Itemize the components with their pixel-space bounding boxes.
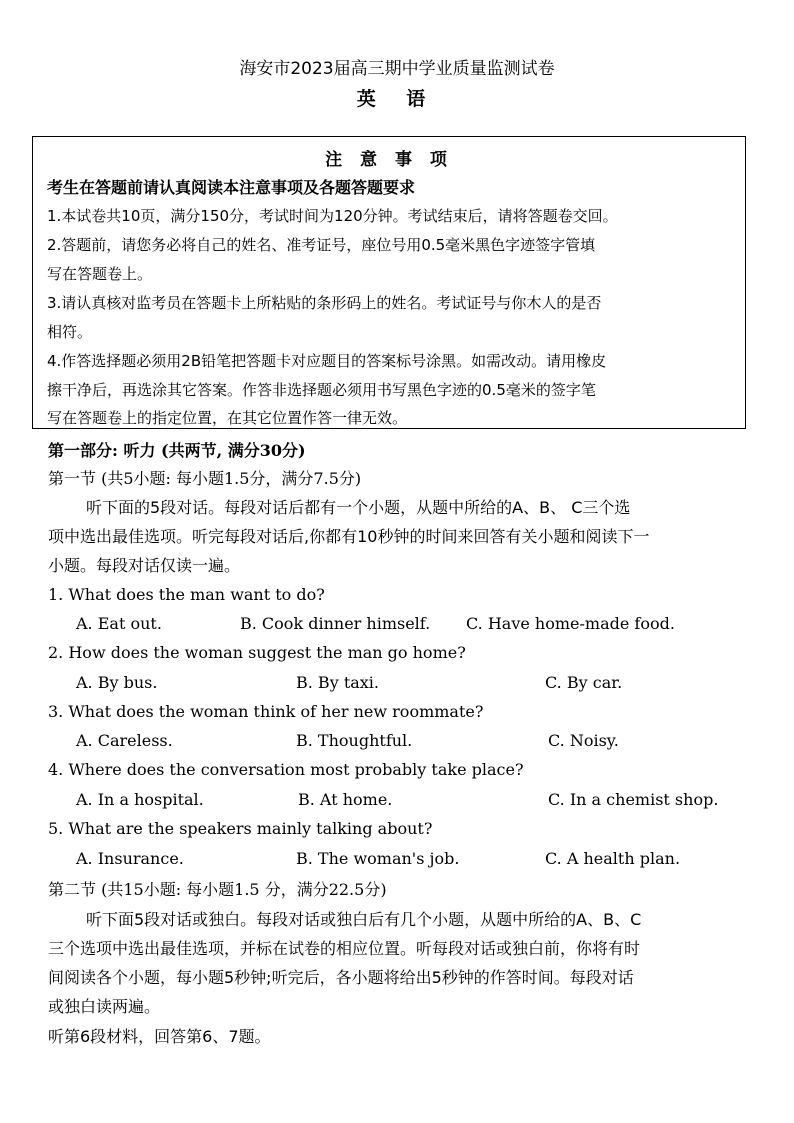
question-stem: 4. Where does the conversation most probably take place? [48,760,524,779]
option-b: B. The woman's job. [296,849,460,868]
notice-line: 写在答题卷上。 [47,265,153,283]
option-b: B. Thoughtful. [296,731,413,750]
subject-title: 英 语 [356,88,438,110]
notice-heading: 注 意 事 项 [325,150,453,170]
notice-subheading: 考生在答题前请认真阅读本注意事项及各题答题要求 [47,178,416,197]
option-c: C. By car. [545,673,623,692]
option-b: B. By taxi. [296,673,380,692]
question-stem: 2. How does the woman suggest the man go home? [48,643,466,662]
option-c: C. Have home-made food. [466,614,675,633]
section1-heading: 第一节 (共5小题: 每小题1.5分，满分7.5分) [48,469,362,488]
part1-heading: 第一部分: 听力 (共两节, 满分30分) [48,441,306,460]
exam-title: 海安市2023届高三期中学业质量监测试卷 [239,59,555,79]
option-b: B. At home. [298,790,393,809]
option-a: A. Insurance. [76,849,184,868]
question-stem: 1. What does the man want to do? [48,585,325,604]
notice-line: 2.答题前，请您务必将自己的姓名、准考证号，座位号用0.5毫米黑色字迹签字管填 [47,236,596,254]
section1-instruction: 小题。每段对话仅读一遍。 [48,556,241,575]
option-a: A. Careless. [76,731,173,750]
notice-line: 1.本试卷共10页，满分150分，考试时间为120分钟。考试结束后，请将答题卷交回。 [47,207,618,225]
option-a: A. Eat out. [76,614,162,633]
section2-heading: 第二节 (共15小题: 每小题1.5 分，满分22.5分) [48,880,387,899]
question-stem: 3. What does the woman think of her new roommate? [48,702,484,721]
option-c: C. In a chemist shop. [548,790,719,809]
notice-line: 4.作答选择题必须用2B铅笔把答题卡对应题目的答案标号涂黑。如需改动。请用橡皮 [47,352,607,370]
option-b: B. Cook dinner himself. [240,614,431,633]
option-c: C. A health plan. [545,849,681,868]
notice-line: 写在答题卷上的指定位置，在其它位置作答一律无效。 [47,409,408,427]
notice-box [32,136,746,429]
option-a: A. In a hospital. [76,790,204,809]
option-a: A. By bus. [76,673,158,692]
option-c: C. Noisy. [548,731,619,750]
section2-instruction: 间阅读各个小题，每小题5秒钟;听完后，各小题将给出5秒钟的作答时间。每段对话 [48,968,634,987]
notice-line: 3.请认真核对监考员在答题卡上所粘贴的条形码上的姓名。考试证号与你木人的是否 [47,294,602,312]
material-note: 听第6段材料，回答第6、7题。 [48,1027,271,1046]
section1-instruction: 项中选出最佳选项。听完每段对话后,你都有10秒钟的时间来回答有关小题和阅读下一 [48,527,650,546]
section2-instruction: 听下面5段对话或独白。每段对话或独白后有几个小题，从题中所给的A、B、C [86,910,642,929]
section2-instruction: 或独白读两遍。 [48,997,161,1016]
section1-instruction: 听下面的5段对话。每段对话后都有一个小题，从题中所给的A、B、 C三个选 [86,498,631,517]
section2-instruction: 三个选项中选出最佳选项，并标在试卷的相应位置。听每段对话或独白前，你将有时 [48,939,641,958]
notice-line: 相符。 [47,323,93,341]
notice-line: 擦干净后，再选涂其它答案。作答非选择题必须用书写黑色字迹的0.5毫米的签字笔 [47,381,596,399]
question-stem: 5. What are the speakers mainly talking about? [48,819,433,838]
